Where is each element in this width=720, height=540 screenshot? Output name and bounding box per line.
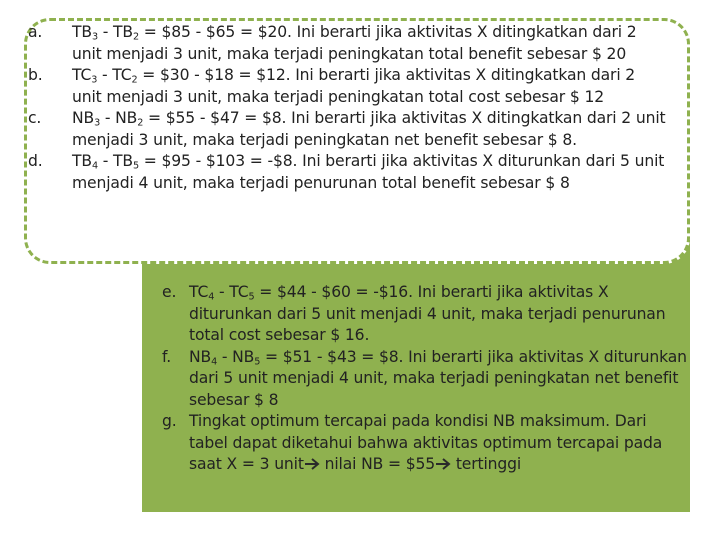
item-text: $TB_3 - TB_2$ = $85 - $65 = $20. Ini berarti jika aktivitas X ditingkatkan dari 2 unit menjadi 3 unit, maka terjadi peningkatan total benefit sebesar $ 20 [72,23,637,63]
list-marker: d. [28,152,43,170]
item-text: $TC_3 - TC_2$ = $30 - $18 = $12. Ini berarti jika aktivitas X ditingkatkan dari 2 unit menjadi 3 unit, maka terjadi peningkatan total cost sebesar $ 12 [72,66,636,106]
list-marker: g. [162,412,177,430]
list-item-e [162,282,687,347]
list-item-a [28,22,668,65]
right-arrow-icon [304,458,320,470]
list-item-g [162,411,687,476]
bottom-list [162,282,687,476]
top-list [28,22,668,194]
list-item-d [28,151,668,194]
list-marker: c. [28,109,42,127]
list-item-f [162,347,687,412]
list-marker: e. [162,283,177,301]
list-item-b [28,65,668,108]
right-arrow-icon [435,458,451,470]
list-marker: b. [28,66,43,84]
item-text: $NB_4 - NB_5$ = $51 - $43 = $8. Ini berarti jika aktivitas X diturunkan dari 5 unit menjadi 4 unit, maka terjadi peningkatan net benefit sebesar $ 8 [189,347,687,409]
item-text: Tingkat optimum tercapai pada kondisi NB maksimum. Dari tabel dapat diketahui bahwa aktivitas optimum tercapai pada saat X = 3 unit nilai NB = $55 tertinggi [189,412,663,473]
item-text: $TC_4 - TC_5$ = $44 - $60 = -$16. Ini berarti jika aktivitas X diturunkan dari 5 unit menjadi 4 unit, maka terjadi penurunan total cost sebesar $ 16. [189,283,666,344]
list-marker: a. [28,23,43,41]
item-text: $NB_3 - NB_2$ = $55 - $47 = $8. Ini berarti jika aktivitas X ditingkatkan dari 2 unit menjadi 3 unit, maka terjadi peningkatan net benefit sebesar $ 8. [72,109,666,149]
item-text: $TB_4 - TB_5$ = $95 - $103 = -$8. Ini berarti jika aktivitas X diturunkan dari 5 unit menjadi 4 unit, maka terjadi penurunan total benefit sebesar $ 8 [72,152,665,192]
list-item-c [28,108,668,151]
list-marker: f. [162,347,172,366]
